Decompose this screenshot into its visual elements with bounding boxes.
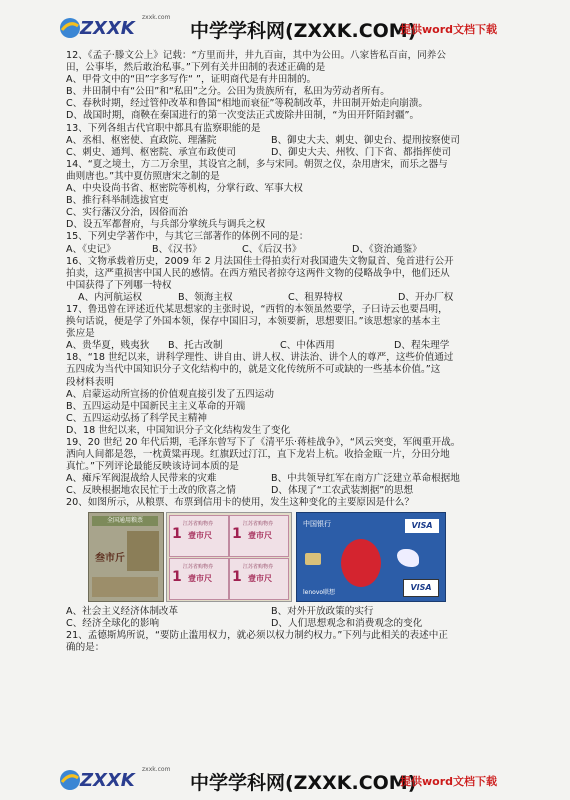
question-content [66, 50, 516, 654]
logo-subtext: zxxk.com [142, 766, 171, 773]
option-d: D、御史大夫、州牧、门下省、都指挥使司 [271, 146, 452, 158]
option-a: A、《史记》 [66, 243, 116, 255]
question-stem: 21、孟德斯鸠所说，“要防止滥用权力，就必须以权力制约权力。”下列与此相关的表述中正 [66, 629, 448, 641]
option-c: C、《后汉书》 [242, 243, 302, 255]
card-brand: lenovo联想 [303, 588, 336, 596]
option-d: D、开办厂权 [398, 291, 454, 303]
zxxk-logo [58, 12, 178, 42]
cloth-coupon [229, 515, 289, 557]
question-stem: 15、下列史学著作中，与其它三部著作的体例不同的是： [66, 231, 309, 243]
download-link[interactable]: 提供word文档下载 [400, 23, 498, 36]
logo-globe-icon [58, 768, 82, 792]
option-b: B、推行科举制选拔官吏 [66, 195, 169, 207]
dove-icon [397, 549, 419, 567]
question-stem: 张应是 [66, 328, 95, 340]
option-c: C、反映根据地农民忙于土改的欣喜之情 [66, 485, 236, 497]
option-b: B、御史大夫、刺史、御史台、提刑按察使司 [271, 134, 460, 146]
card-bank-name: 中国银行 [303, 519, 331, 528]
option-a: A、中央设尚书省、枢密院等机构，分掌行政、军事大权 [66, 183, 303, 195]
question-stem: 14、“夏之境土，方二万余里，其设官之制，多与宋同。朝贺之仪，杂用唐宋，而乐之器与 [66, 158, 448, 170]
question-stem: 13、下列各组古代官职中都具有监察职能的是 [66, 122, 261, 134]
coupon-number: 1 [232, 525, 242, 542]
coupon-number: 1 [172, 525, 182, 542]
option-d: D、《资治通鉴》 [352, 243, 422, 255]
question-19 [66, 437, 516, 497]
option-d: D、设五军都督府，与兵部分掌统兵与调兵之权 [66, 219, 266, 231]
option-a: A、贵华夏，贱夷狄 [66, 340, 150, 352]
cloth-coupon [169, 515, 229, 557]
question-21 [66, 630, 516, 654]
logo-subtext: zxxk.com [142, 14, 171, 21]
question-stem: 16、文物承载着历史，2009 年 2 月法国佳士得拍卖行对我国遗失文物鼠首、兔首进行公开 [66, 255, 454, 267]
question-20 [66, 497, 516, 629]
coupon-title: 江苏省购物券 [182, 520, 213, 527]
option-a: A、丞相、枢密使、直政院、理藩院 [66, 134, 217, 146]
cloth-coupon-image [166, 512, 292, 602]
question-stem: 换句话说，便是学了外国本领，保存中国旧习，本领要新，思想要旧。”该思想家的基本主 [66, 316, 441, 328]
site-title: 中学学科网(ZXXK.COM) [190, 20, 417, 42]
option-d: D、战国时期，商鞅在秦国进行的第一次变法正式废除井田制，“为田开阡陌封疆”。 [66, 110, 420, 122]
question-18 [66, 352, 516, 437]
question-stem: 12、《孟子·滕文公上》记载：“方里而井，井九百亩，其中为公田。八家皆私百亩，同养公 [66, 50, 446, 61]
option-c: C、租界特权 [288, 291, 343, 303]
logo-text: ZXXK [80, 18, 135, 39]
option-b: B、《汉书》 [152, 243, 202, 255]
question-stem: 中国获得了下列哪一特权 [66, 279, 172, 291]
grain-coupon-amount: 叁市斤 [95, 552, 125, 564]
question-stem: 五四成为当代中国知识分子文化结构中的，就是文化传统所不可或缺的一些基本价值。”这 [66, 364, 441, 376]
coupon-title: 江苏省购物券 [242, 563, 273, 570]
option-b: B、五四运动是中国新民主主义革命的开端 [66, 400, 246, 412]
grain-coupon-band [92, 577, 158, 597]
question-13 [66, 123, 516, 159]
option-a: A、内河航运权 [78, 291, 143, 303]
option-c: C、春秋时期，经过管仲改革和鲁国“相地而衰征”等税制改革，井田制开始走向崩溃。 [66, 98, 429, 110]
page-footer [0, 760, 570, 800]
option-a: A、甲骨文中的“田”字多写作“ ”，证明商代是有井田制的。 [66, 74, 317, 86]
option-a: A、瘫斥军阀混战给人民带来的灾难 [66, 473, 217, 485]
logo-globe-icon [58, 16, 82, 40]
question-stem: 19、20 世纪 20 年代后期，毛泽东曾写下了《清平乐·蒋桂战争》，“风云突变，军阀重开战。 [66, 437, 461, 448]
option-b: B、对外开放政策的实行 [271, 605, 374, 617]
option-b: B、领海主权 [178, 291, 233, 303]
question-stem: 田，公事毕，然后敢治私事。”下列有关井田制的表述正确的是 [66, 62, 326, 74]
credit-card-image [296, 512, 446, 602]
question-stem: 曲则唐也。”其中夏仿照唐宋之制的是 [66, 170, 220, 182]
card-chip-icon [305, 553, 321, 565]
question-stem: 洒向人间都是怨，一枕黄粱再现。红旗跃过汀江，直下龙岩上杭。收拾金瓯一片，分田分地 [66, 449, 450, 461]
option-a: A、启蒙运动所宣扬的价值观直接引发了五四运动 [66, 388, 275, 400]
option-b: B、中共领导红军在南方广泛建立革命根据地 [271, 473, 460, 485]
question-stem: 17、鲁迅曾在评述近代某思想家的主张时说，“西哲的本领虽然要学，子曰诗云也要昌明， [66, 303, 448, 315]
option-c: C、中体西用 [280, 340, 335, 352]
site-title: 中学学科网(ZXXK.COM) [190, 772, 417, 794]
option-d: D、18 世纪以来，中国知识分子文化结构发生了变化 [66, 424, 291, 436]
card-visa-mark: VISA [403, 579, 439, 597]
ration-coupon-images [66, 512, 516, 604]
option-c: C、五四运动弘扬了科学民主精神 [66, 412, 208, 424]
logo-text: ZXXK [80, 770, 135, 791]
option-c: C、实行藩汉分治，因俗而治 [66, 207, 188, 219]
question-17 [66, 304, 516, 352]
option-b: B、托古改制 [168, 340, 223, 352]
question-stem: 段材料表明 [66, 376, 114, 388]
question-14 [66, 159, 516, 232]
grain-coupon-picture [127, 531, 159, 571]
question-stem: 拍卖，这严重损害中国人民的感情。在西方殖民者掠夺这两件文物的侵略战争中，他们还从 [66, 267, 450, 279]
option-c: C、经济全球化的影响 [66, 617, 160, 629]
option-d: D、体现了“工农武装割据”的思想 [271, 485, 414, 497]
coupon-title: 江苏省购物券 [182, 563, 213, 570]
coupon-unit: 壹市尺 [248, 530, 272, 540]
page-header [0, 8, 570, 48]
question-stem: 真忙。”下列评论最能反映该诗词本质的是 [66, 461, 239, 473]
coupon-unit: 壹市尺 [188, 573, 212, 583]
question-stem: 20、如图所示，从粮票、布票到信用卡的使用，发生这种变化的主要原因是什么？ [66, 497, 414, 509]
grain-coupon-title: 全国通用粮票 [92, 516, 158, 526]
cloth-coupon [169, 558, 229, 600]
option-a: A、社会主义经济体制改革 [66, 605, 179, 617]
coupon-number: 1 [172, 568, 182, 585]
grain-coupon-image [88, 512, 164, 602]
olympic-emblem-icon [341, 539, 381, 587]
question-stem: 18、“18 世纪以来，讲科学理性、讲自由、讲人权、讲法治、讲个人的尊严，这些价值通过 [66, 352, 454, 364]
coupon-number: 1 [232, 568, 242, 585]
question-12 [66, 50, 516, 123]
question-16 [66, 256, 516, 304]
question-stem: 确的是： [66, 641, 105, 653]
coupon-title: 江苏省购物券 [242, 520, 273, 527]
option-d: D、人们思想观念和消费观念的变化 [271, 617, 423, 629]
question-15 [66, 231, 516, 255]
option-b: B、井田制中有“公田”和“私田”之分。公田为贵族所有，私田为劳动者所有。 [66, 86, 390, 98]
option-d: D、程朱理学 [394, 340, 450, 352]
cloth-coupon [229, 558, 289, 600]
coupon-unit: 壹市尺 [188, 530, 212, 540]
download-link[interactable]: 提供word文档下载 [400, 775, 498, 788]
card-visa-logo: VISA [405, 519, 439, 533]
option-c: C、刺史、通判、枢密院、承宣布政使司 [66, 146, 236, 158]
coupon-unit: 壹市尺 [248, 573, 272, 583]
zxxk-logo [58, 764, 178, 794]
